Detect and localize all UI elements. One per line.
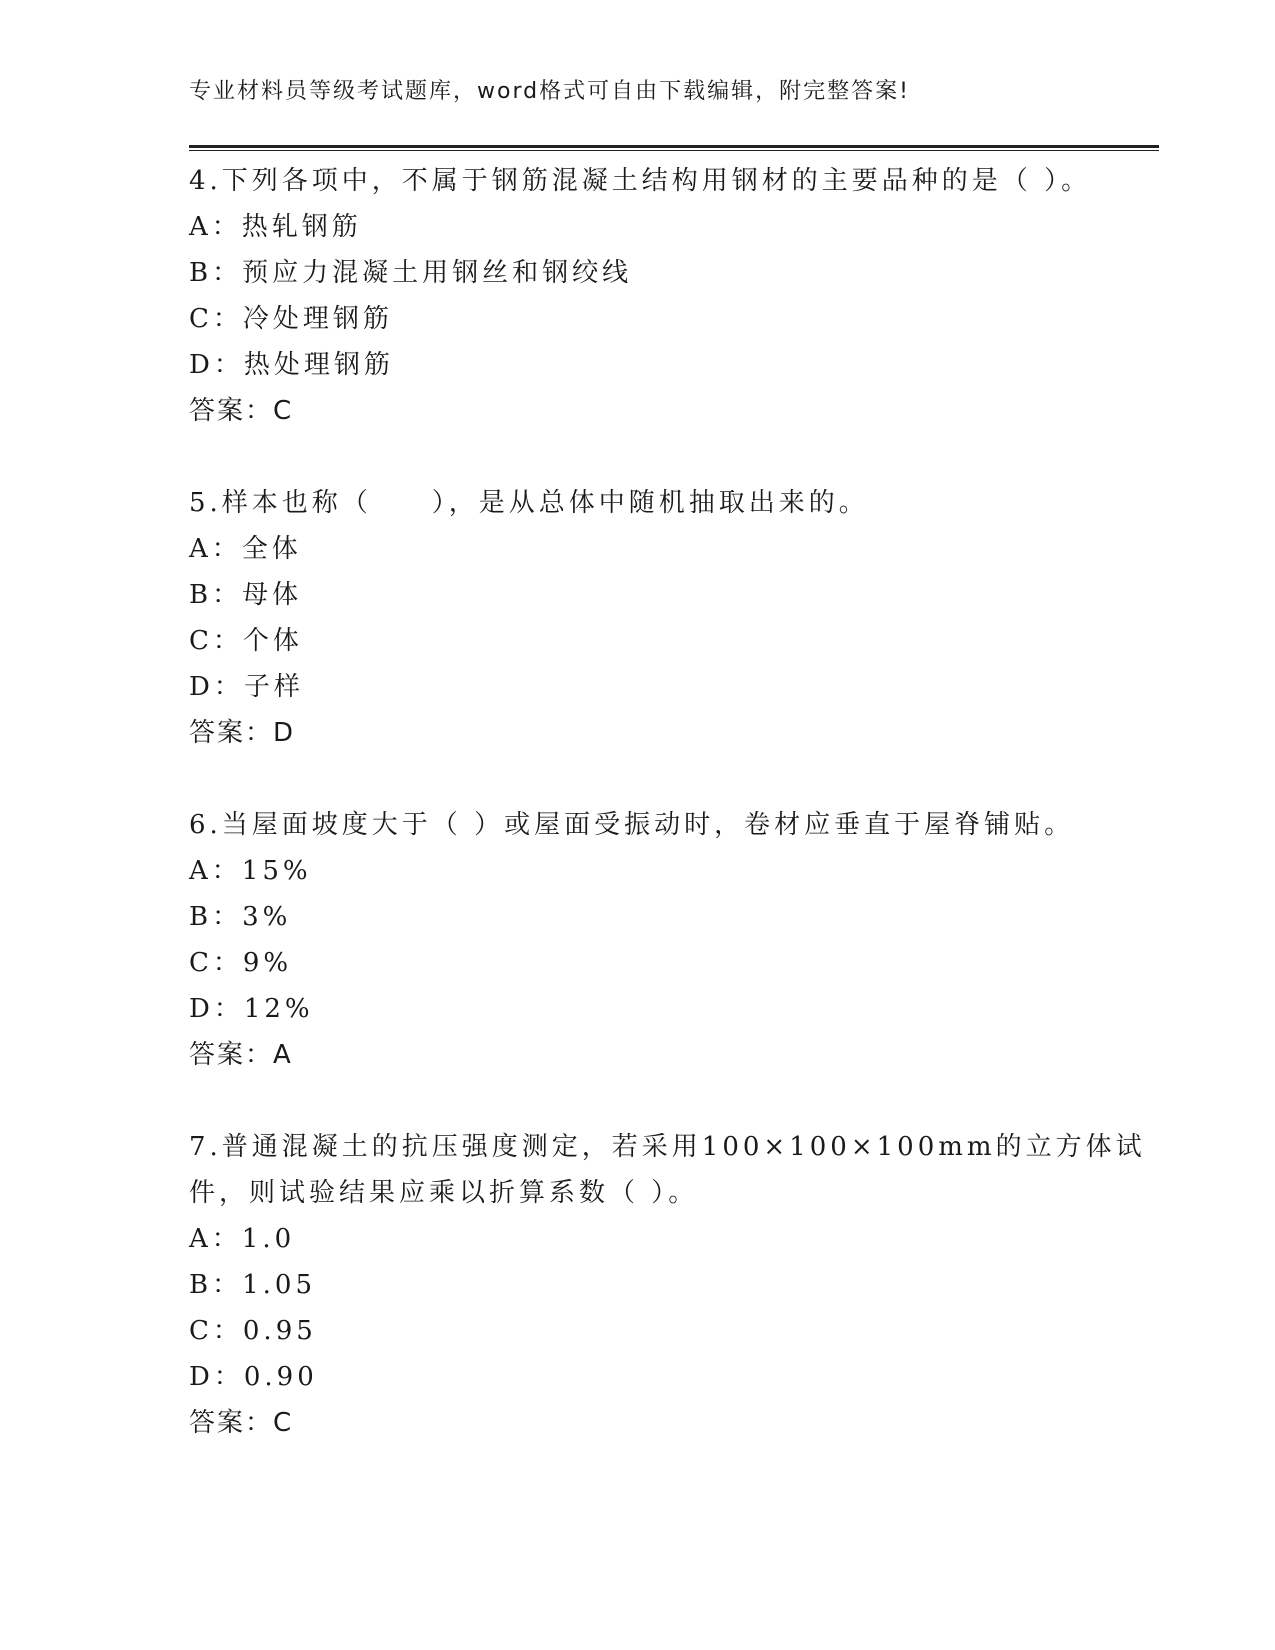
question-stem: 6.当屋面坡度大于（ ）或屋面受振动时，卷材应垂直于屋脊铺贴。 [189,810,1075,840]
question-4 [189,158,1092,434]
question-5 [189,480,1089,756]
option-b: B：3% [189,902,292,932]
option-a: A：1.0 [189,1224,296,1254]
option-b: B：预应力混凝土用钢丝和钢绞线 [189,258,633,288]
answer: 答案：A [189,1040,293,1070]
answer: 答案：D [189,718,296,748]
question-stem: 4.下列各项中，不属于钢筋混凝土结构用钢材的主要品种的是（ ）。 [189,166,1092,196]
question-list [189,158,1146,1492]
page-header: 专业材料员等级考试题库，word格式可自由下载编辑，附完整答案! [189,79,910,104]
option-c: C：冷处理钢筋 [189,304,393,334]
option-d: D：12% [189,994,314,1024]
question-7 [189,1124,1146,1446]
option-d: D：0.90 [189,1362,318,1392]
option-a: A：全体 [189,534,302,564]
option-c: C：0.95 [189,1316,317,1346]
option-c: C：个体 [189,626,303,656]
option-c: C：9% [189,948,293,978]
option-a: A：热轧钢筋 [189,212,362,242]
option-b: B：1.05 [189,1270,316,1300]
answer: 答案：C [189,1408,294,1438]
option-d: D：热处理钢筋 [189,350,394,380]
option-b: B：母体 [189,580,303,610]
question-stem-line-1: 7.普通混凝土的抗压强度测定，若采用100×100×100mm的立方体试 [189,1132,1146,1162]
option-a: A：15% [189,856,312,886]
answer: 答案：C [189,396,294,426]
question-6 [189,802,1089,1078]
question-stem-line-2: 件，则试验结果应乘以折算系数（ ）。 [189,1178,699,1208]
question-stem: 5.样本也称（ ），是从总体中随机抽取出来的。 [189,488,869,518]
option-d: D：子样 [189,672,304,702]
header-rule [189,145,1159,151]
